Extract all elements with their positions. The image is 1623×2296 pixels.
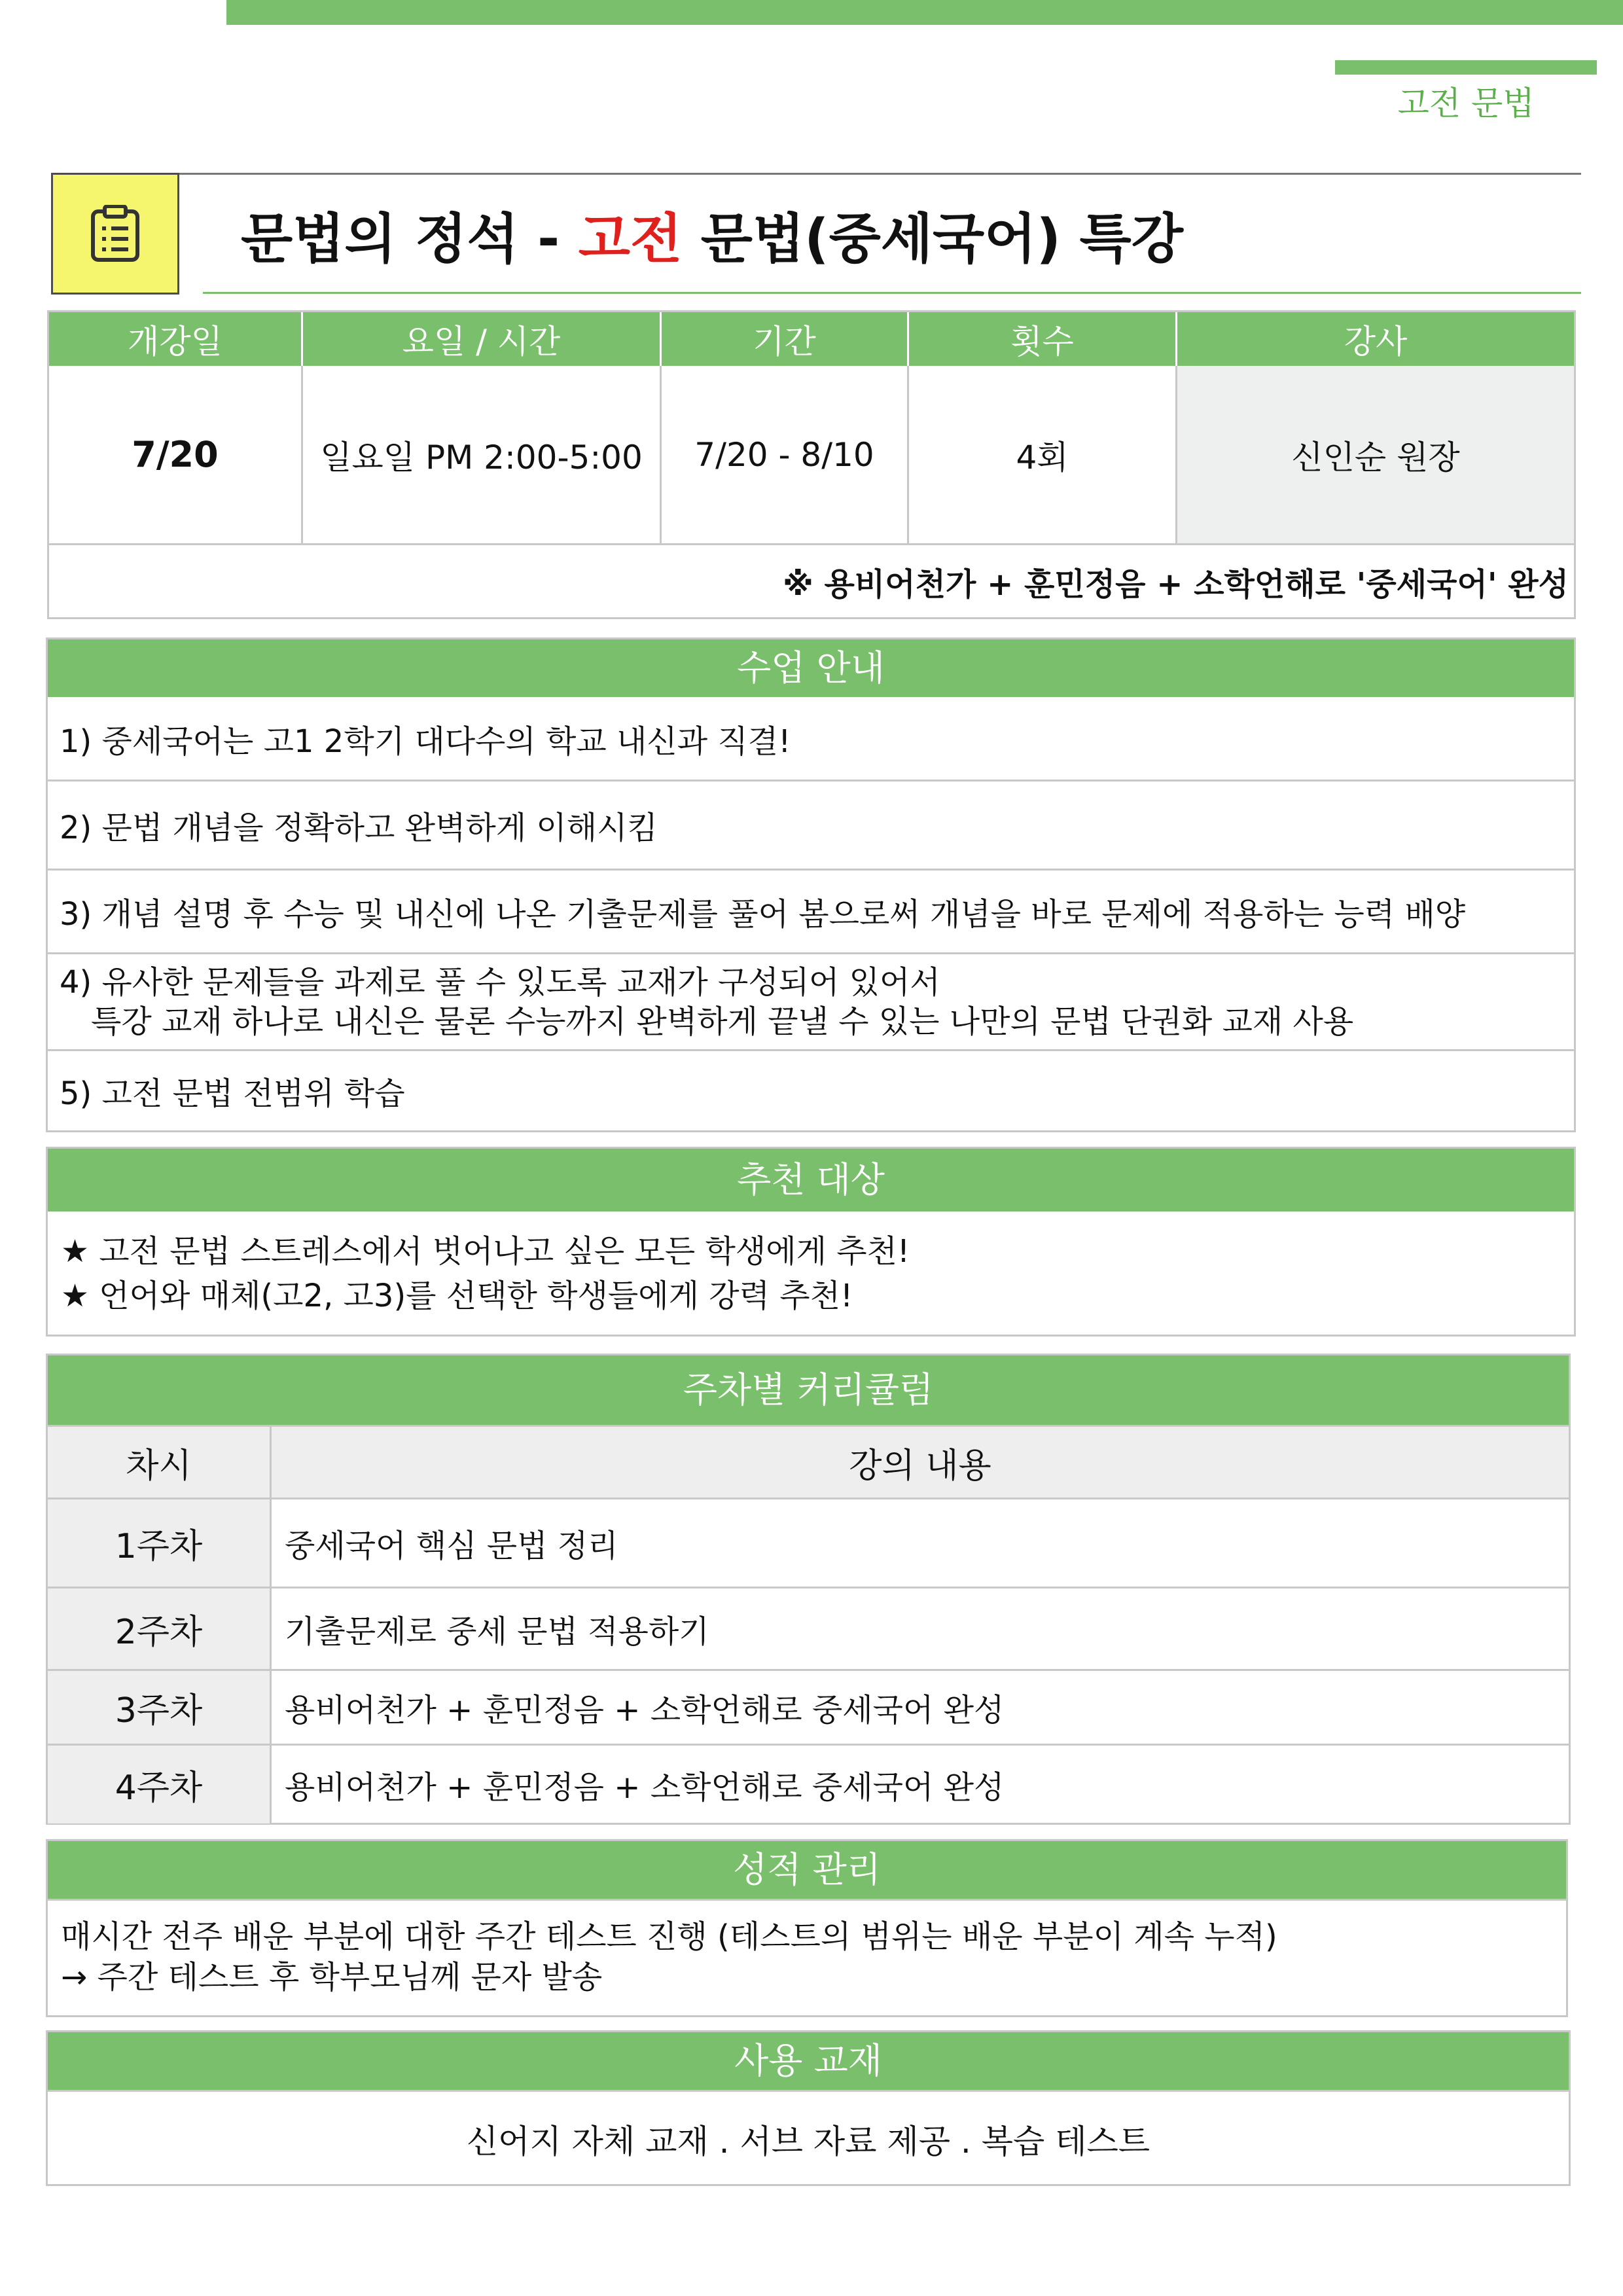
value-day-time: 일요일 PM 2:00-5:00 xyxy=(303,366,662,545)
curriculum-col-content: 강의 내용 xyxy=(849,1446,991,1486)
list-item-line: 특강 교재 하나로 내신은 물론 수능까지 완벽하게 끝낼 수 있는 나만의 문법 단권화 교재 사용 xyxy=(91,1003,1354,1040)
title-icon-box xyxy=(51,173,179,295)
header-start-date: 개강일 xyxy=(49,312,303,366)
info-header-row xyxy=(49,312,1574,366)
table-row xyxy=(48,1587,1569,1669)
target-line: ★ 고전 문법 스트레스에서 벗어나고 싶은 모든 학생에게 추천! xyxy=(61,1233,910,1270)
content-cell: 중세국어 핵심 문법 정리 xyxy=(285,1528,618,1564)
top-accent-bar xyxy=(226,0,1623,25)
grades-text xyxy=(48,1899,1566,1998)
target-line: ★ 언어와 매체(고2, 고3)를 선택한 학생들에게 강력 추천! xyxy=(61,1278,853,1314)
target-list xyxy=(48,1211,1574,1320)
info-value-row xyxy=(49,366,1574,545)
value-period: 7/20 - 8/10 xyxy=(662,366,909,545)
header-count: 횟수 xyxy=(909,312,1177,366)
curriculum-header-row xyxy=(48,1425,1569,1498)
table-row xyxy=(48,1669,1569,1744)
materials-text: 신어지 자체 교재 . 서브 자료 제공 . 복습 테스트 xyxy=(48,2090,1569,2186)
list-item: 3) 개념 설명 후 수능 및 내신에 나온 기출문제를 풀어 봄으로써 개념을 바로 문제에 적용하는 능력 배양 xyxy=(48,869,1574,952)
materials-title: 사용 교재 xyxy=(48,2032,1569,2090)
title-highlight: 고전 xyxy=(578,208,683,270)
week-cell: 1주차 xyxy=(48,1499,272,1587)
value-start-date: 7/20 xyxy=(49,366,303,545)
curriculum-section xyxy=(46,1354,1571,1825)
value-instructor: 신인순 원장 xyxy=(1177,366,1574,545)
header-day-time: 요일 / 시간 xyxy=(303,312,662,366)
list-item xyxy=(48,952,1574,1049)
title-prefix: 문법의 정석 - xyxy=(241,208,579,270)
list-item: 5) 고전 문법 전범위 학습 xyxy=(48,1049,1574,1130)
curriculum-title: 주차별 커리큘럼 xyxy=(48,1355,1569,1425)
week-cell: 2주차 xyxy=(48,1588,272,1669)
header-instructor: 강사 xyxy=(1344,323,1408,361)
grades-line: → 주간 테스트 후 학부모님께 문자 발송 xyxy=(61,1959,603,1996)
content-cell: 기출문제로 중세 문법 적용하기 xyxy=(285,1613,709,1650)
list-item-line: 4) 유사한 문제들을 과제로 풀 수 있도록 교재가 구성되어 있어서 xyxy=(60,963,940,1001)
curriculum-col-week: 차시 xyxy=(48,1427,272,1498)
info-note: ※ 용비어천가 + 훈민정음 + 소학언해로 '중세국어' 완성 xyxy=(783,565,1569,603)
category-tag: 고전 문법 xyxy=(1397,84,1535,122)
value-count: 4회 xyxy=(909,366,1177,545)
list-item: 1) 중세국어는 고1 2학기 대다수의 학교 내신과 직결! xyxy=(60,723,791,760)
target-title: 추천 대상 xyxy=(48,1149,1574,1211)
table-row xyxy=(48,1744,1569,1823)
title-divider-bottom xyxy=(203,292,1581,294)
tag-accent-bar xyxy=(1335,60,1597,75)
class-guide-title: 수업 안내 xyxy=(48,639,1574,697)
title-suffix: 문법(중세국어) 특강 xyxy=(682,208,1183,270)
class-guide-list xyxy=(48,697,1574,1130)
title-divider-top xyxy=(179,173,1581,175)
week-cell: 3주차 xyxy=(48,1671,272,1744)
class-guide-section xyxy=(46,637,1576,1132)
table-row xyxy=(48,1498,1569,1587)
materials-section xyxy=(46,2030,1571,2186)
grades-section xyxy=(46,1839,1568,2017)
content-cell: 용비어천가 + 훈민정음 + 소학언해로 중세국어 완성 xyxy=(285,1769,1005,1806)
header-period: 기간 xyxy=(662,312,909,366)
grades-title: 성적 관리 xyxy=(48,1841,1566,1899)
target-section xyxy=(46,1147,1576,1336)
course-info-table xyxy=(47,310,1576,619)
page-title xyxy=(241,196,1183,273)
list-item: 2) 문법 개념을 정확하고 완벽하게 이해시킴 xyxy=(48,780,1574,869)
grades-line: 매시간 전주 배운 부분에 대한 주간 테스트 진행 (테스트의 범위는 배운 부분이 계속 누적) xyxy=(61,1918,1277,1955)
content-cell: 용비어천가 + 훈민정음 + 소학언해로 중세국어 완성 xyxy=(285,1692,1005,1729)
week-cell: 4주차 xyxy=(48,1746,272,1823)
clipboard-icon xyxy=(90,205,140,262)
